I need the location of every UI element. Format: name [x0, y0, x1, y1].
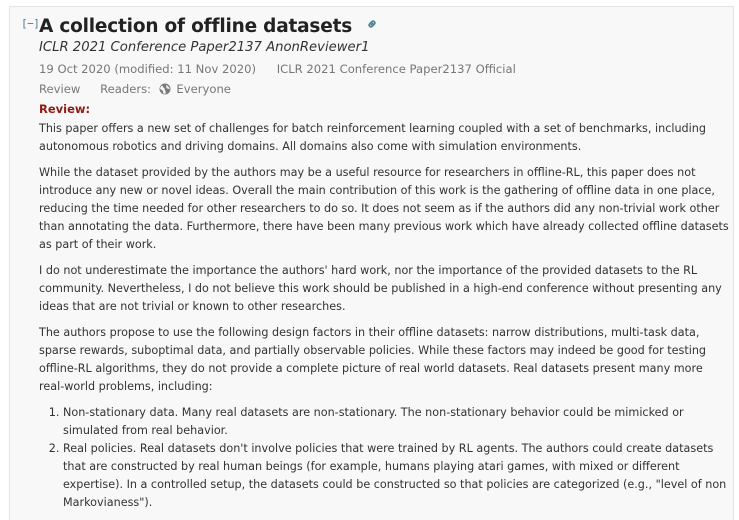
review-list	[39, 404, 729, 512]
note-signature[interactable]: ICLR 2021 Conference Paper2137 AnonReviewer1	[39, 40, 370, 55]
review-note	[9, 6, 734, 520]
note-invitation: Review	[39, 82, 81, 96]
review-body	[39, 120, 729, 512]
note-meta-readers	[39, 82, 231, 98]
list-item: 2. Real policies. Real datasets don't involve policies that were trained by RL agents. The authors could create datasets that are constructed by real human beings (for example, humans playing atari games, with mixed or different expertise). In a controlled setup, the datasets could be constructed so that policies are categorized (e.g., "level of non Markovianess").	[63, 440, 729, 512]
note-date: 19 Oct 2020 (modified: 11 Nov 2020)	[39, 62, 257, 76]
link-icon[interactable]	[366, 15, 378, 34]
note-meta	[39, 62, 516, 76]
review-paragraph: This paper offers a new set of challenges for batch reinforcement learning coupled with a set of benchmarks, including autonomous robotics and driving domains. All domains also come with simulation environments.	[39, 122, 706, 153]
title-row	[39, 15, 378, 41]
list-item: 1. Non-stationary data. Many real datasets are non-stationary. The non-stationary behavior could be mimicked or simulated from real behavior.	[63, 404, 729, 440]
readers-label: Readers:	[100, 82, 152, 96]
readers-value: Everyone	[176, 82, 231, 96]
note-title: A collection of offline datasets	[39, 16, 353, 37]
review-paragraph: The authors propose to use the following design factors in their offline datasets: narrow distributions, multi-task data, sparse rewards, suboptimal data, and partially observable policies. While these factors may indeed be good for testing offline-RL algorithms, they do not provide a complete picture of real world datasets. Real datasets present many more real-world problems, including:	[39, 326, 707, 393]
note-venue: ICLR 2021 Conference Paper2137 Official	[276, 62, 516, 76]
review-field-label: Review:	[39, 102, 91, 116]
globe-icon	[159, 83, 171, 98]
review-paragraph: While the dataset provided by the authors may be a useful resource for researchers in offline-RL, this paper does not introduce any new or novel ideas. Overall the main contribution of this work is the gathering of offline data in one place, reducing the time needed for other researchers to do so. It does not seem as if the authors did any non-trivial work other than annotating the data. Furthermore, there have been many previous work which have already collected offline datasets as part of their work.	[39, 166, 729, 251]
review-paragraph: I do not underestimate the importance the authors' hard work, nor the importance of the provided datasets to the RL community. Nevertheless, I do not believe this work should be published in a high-end conference without presenting any ideas that are not trivial or known to other researches.	[39, 264, 722, 313]
collapse-toggle[interactable]: [−]	[21, 17, 40, 30]
